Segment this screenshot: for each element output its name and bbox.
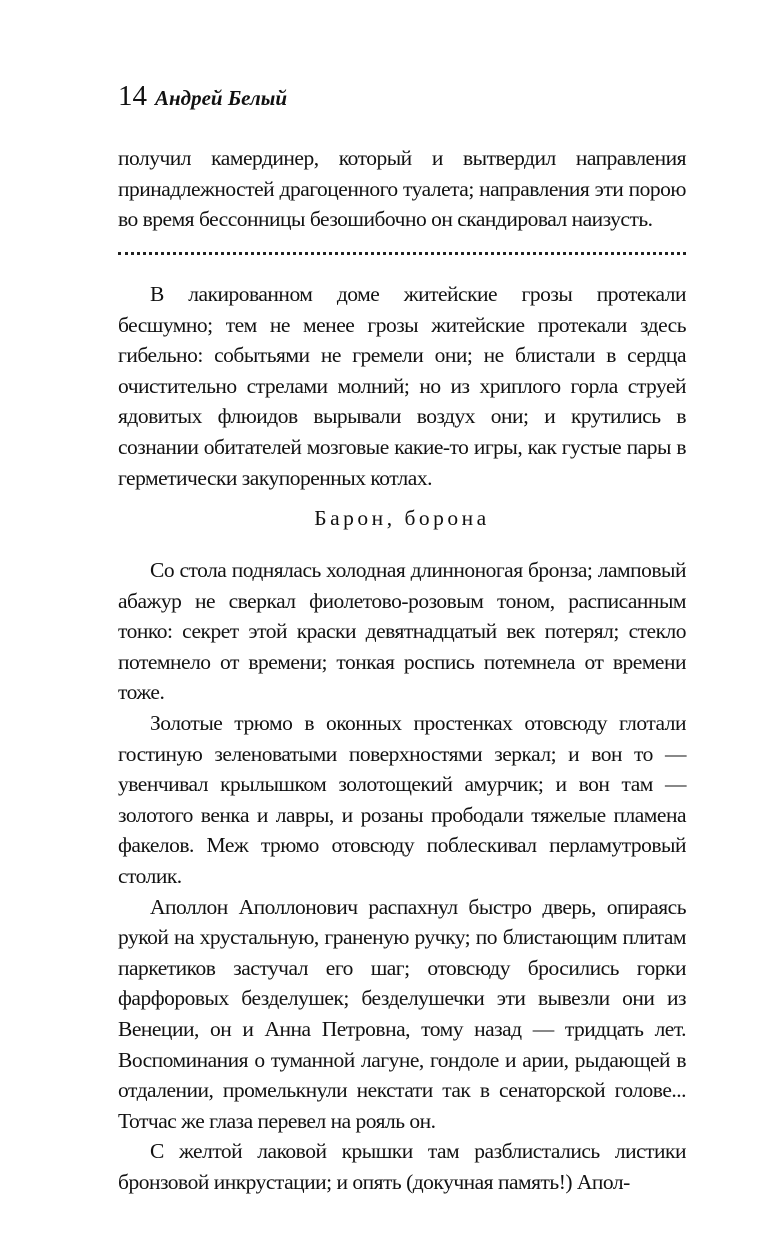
running-head-author: Андрей Белый xyxy=(155,86,287,110)
paragraph: получил камердинер, который и вытвердил направления принадлежностей драгоценного туалета; направления эти порою во время бессонницы безошибочно он скандировал наизусть. xyxy=(118,146,686,232)
text-block-middle xyxy=(118,279,686,493)
page-number: 14 xyxy=(118,80,147,112)
paragraph: Золотые трюмо в оконных простенках отовсюду глотали гостиную зеленоватыми поверхностями зеркал; и вон то — увенчивал крылышком золотощекий амурчик; и вон там — золотого венка и лавры, и розаны прободали тяжелые пламена факелов. Меж трюмо отовсюду поблескивал перламутровый столик. xyxy=(118,710,686,888)
paragraph: С желтой лаковой крышки там разблистались листики бронзовой инкрустации; и опять (докучная память!) Апол- xyxy=(118,1139,686,1194)
page-header xyxy=(118,82,287,111)
text-block-bottom xyxy=(118,555,686,1197)
paragraph: Аполлон Аполлонович распахнул быстро дверь, опираясь рукой на хрустальную, граненую ручку; по блистающим плитам паркетиков застучал его шаг; отовсюду бросились горки фарфоровых безделушек; безделушечки эти вывезли они из Венеции, он и Анна Петровна, тому назад — тридцать лет. Воспоминания о туманной лагуне, гондоле и арии, рыдающей в отдалении, промелькнули некстати так в сенаторской голове... Тотчас же глаза перевел на рояль он. xyxy=(118,894,686,1133)
paragraph: В лакированном доме житейские грозы протекали бесшумно; тем не менее грозы житейские протекали здесь гибельно: событьями не гремели они; не блистали в сердца очистительно стрелами молний; но из хриплого горла струей ядовитых флюидов вырывали воздух они; и крутились в сознании обитателей мозговые какие-то игры, как густые пары в герметически закупоренных котлах. xyxy=(118,282,686,490)
text-block-top xyxy=(118,143,686,235)
dotted-separator xyxy=(118,252,686,255)
paragraph: Со стола поднялась холодная длинноногая бронза; ламповый абажур не сверкал фиолетово-розовым тоном, расписанным тонко: секрет этой краски девятнадцатый век потерял; стекло потемнело от времени; тонкая роспись потемнела от времени тоже. xyxy=(118,558,686,705)
section-title: Барон, борона xyxy=(314,506,490,530)
